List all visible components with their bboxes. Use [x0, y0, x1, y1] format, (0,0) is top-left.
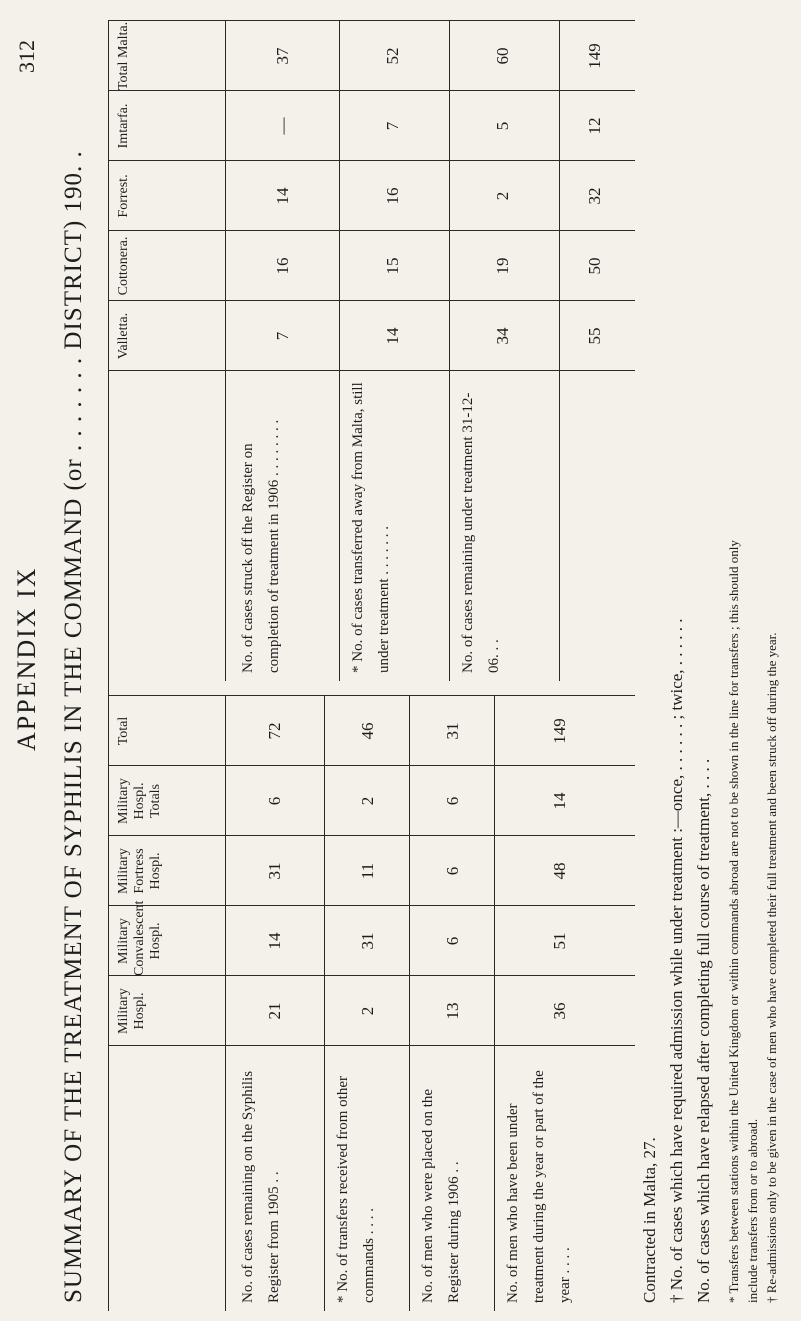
- row-rule: [324, 696, 325, 1311]
- column-rule: [108, 230, 635, 231]
- table-cell-value: 32: [585, 187, 604, 205]
- column-header: Cottonera.: [116, 236, 131, 296]
- column-header: Total: [116, 716, 131, 746]
- table-cell-value: 2: [492, 191, 512, 201]
- row-rule: [449, 21, 450, 681]
- table-cell-value: 2: [357, 796, 377, 806]
- table-cell-value: —: [272, 117, 292, 135]
- table-cell-value: 14: [272, 187, 292, 205]
- footnote-admissions: † No. of cases which have required admission while under treatment :—once, . . . . . . ; twice, . . . . . .: [667, 618, 686, 1303]
- table-cell-value: 50: [585, 257, 604, 275]
- left-header-rule: [225, 696, 226, 1311]
- table-cell-value: 19: [492, 257, 512, 275]
- row-label: No. of cases remaining under treatment 31-12-06. . .: [460, 392, 502, 673]
- table-cell-value: 60: [492, 47, 512, 65]
- column-rule: [108, 300, 635, 301]
- table-cell-value: 16: [272, 257, 292, 275]
- column-rule: [108, 90, 635, 91]
- column-header: Imtarfa.: [116, 103, 131, 149]
- table-cell-value: 6: [265, 796, 284, 806]
- table-cell-value: 14: [382, 327, 402, 345]
- footnote-transfers: * Transfers between stations within the United Kingdom or within commands abroad are not to be shown in the line for transfers ; this should only: [726, 540, 741, 1303]
- row-rule: [409, 696, 410, 1311]
- row-label: * No. of cases transferred away from Malta, still under treatment . . . . . . .: [350, 382, 392, 673]
- table-cell-value: 48: [550, 862, 569, 880]
- table-cell-value: 16: [382, 187, 402, 205]
- table-cell-value: 51: [550, 932, 569, 950]
- footnote-transfers-cont: include transfers from or to abroad.: [745, 1118, 760, 1303]
- table-cell-value: 72: [265, 722, 284, 740]
- table-cell-value: 13: [442, 1002, 462, 1020]
- table-cell-value: 6: [442, 936, 462, 946]
- row-label: No. of cases struck off the Register on completion of treatment in 1906 . . . . . . . .: [240, 419, 282, 673]
- row-label: No. of men who have been under treatment during the year or part of the year . . . .: [505, 1070, 573, 1303]
- table-cell-value: 37: [272, 47, 292, 65]
- table-cell-value: 34: [492, 327, 512, 345]
- table-cell-value: 12: [585, 117, 604, 135]
- table-cell-value: 149: [550, 718, 569, 744]
- right-header-rule: [225, 21, 226, 681]
- table-cell-value: 36: [550, 1002, 569, 1020]
- table-cell-value: 11: [357, 862, 377, 880]
- table-cell-value: 7: [382, 121, 402, 131]
- table-cell-value: 14: [550, 792, 569, 810]
- column-rule: [108, 160, 635, 161]
- column-header: Valletta.: [116, 312, 131, 360]
- table-cell-value: 2: [357, 1006, 377, 1016]
- column-header: Forrest.: [116, 174, 131, 218]
- table-cell-value: 55: [585, 327, 604, 345]
- column-header: Total Malta.: [116, 21, 131, 91]
- table-cell-value: 14: [265, 932, 284, 950]
- table-top-rule: [108, 21, 109, 1311]
- row-label: * No. of transfers received from other commands . . . .: [335, 1076, 377, 1303]
- table-cell-value: 6: [442, 866, 462, 876]
- table-cell-value: 31: [357, 932, 377, 950]
- table-cell-value: 6: [442, 796, 462, 806]
- table-cell-value: 149: [585, 43, 604, 69]
- row-rule: [339, 21, 340, 681]
- column-header: Military Hospl.: [116, 988, 147, 1034]
- footnote-relapsed: No. of cases which have relapsed after completing full course of treatment, . . . .: [694, 758, 713, 1303]
- footnote-contracted: Contracted in Malta, 27.: [640, 1137, 659, 1303]
- column-rule: [108, 370, 635, 371]
- row-label: No. of men who were placed on the Register during 1906 . .: [420, 1088, 462, 1303]
- table-cell-value: 5: [492, 121, 512, 131]
- appendix-heading: APPENDIX IX: [12, 566, 41, 751]
- table-cell-value: 21: [265, 1002, 284, 1020]
- column-header: Military Fortress Hospl.: [116, 848, 163, 894]
- table-cell-value: 52: [382, 47, 402, 65]
- table-cell-value: 46: [357, 722, 377, 740]
- column-header: Military Convalescent Hospl.: [116, 900, 163, 976]
- row-rule: [494, 696, 495, 1311]
- row-rule: [559, 21, 560, 681]
- right-table-border: [108, 20, 635, 21]
- row-label: No. of cases remaining on the Syphilis Register from 1905 . .: [240, 1070, 282, 1303]
- page-title: SUMMARY OF THE TREATMENT OF SYPHILIS IN THE COMMAND (or . . . . . . . DISTRICT) 190. .: [60, 150, 87, 1303]
- table-cell-value: 7: [272, 331, 292, 341]
- footnote-readmissions: † Re-admissions only to be given in the case of men who have completed their full treatment and been struck off during the year.: [764, 632, 779, 1303]
- table-cell-value: 31: [265, 862, 284, 880]
- table-cell-value: 31: [442, 722, 462, 740]
- table-cell-value: 15: [382, 257, 402, 275]
- column-header: Military Hospl. Totals: [116, 778, 163, 824]
- page-number: 312: [14, 40, 39, 73]
